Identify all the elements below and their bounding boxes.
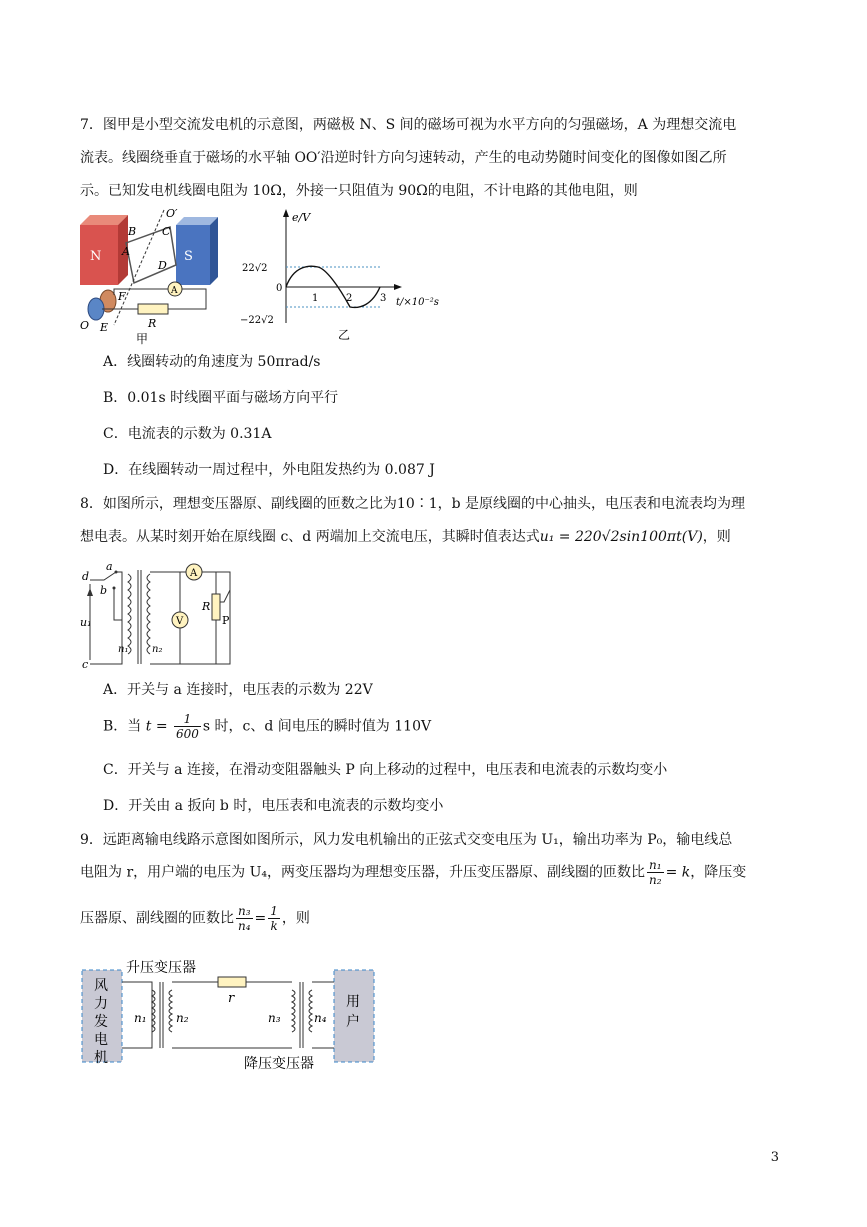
ratio2-value — [268, 904, 280, 933]
q8-line2-text: 想电表。从某时刻开始在原线圈 c、d 两端加上交流电压，其瞬时值表达式 — [80, 529, 540, 545]
x-tick-1: 1 — [312, 293, 319, 304]
fraction-denominator: 600 — [176, 727, 199, 741]
q9-line2 — [80, 858, 746, 892]
fraction-denominator: n₂ — [649, 873, 662, 887]
s-pole-label: S — [184, 249, 193, 264]
label-n2: n₂ — [152, 644, 163, 655]
ratio1-equals: = k — [665, 864, 691, 881]
step-down-label: 降压变压器 — [244, 1056, 314, 1072]
q9-line3-tail: ，则 — [281, 910, 310, 927]
q8-option-b-t: t = — [145, 718, 168, 735]
q8-option-b-fraction — [174, 712, 201, 741]
ratio2-fraction — [236, 904, 253, 933]
label-c: C — [162, 225, 171, 238]
y-max-label: 22√2 — [242, 263, 268, 274]
x-tick-3: 3 — [380, 293, 387, 304]
q8-option-b — [103, 712, 431, 746]
label-n3: n₃ — [268, 1011, 281, 1025]
n-pole-label: N — [90, 249, 102, 264]
transformer-circuit — [78, 560, 248, 672]
label-b: b — [100, 584, 108, 597]
fraction-numerator: n₃ — [238, 904, 251, 918]
q7-option-c: C．电流表的示数为 0.31A — [103, 426, 272, 442]
q7-option-a: A．线圈转动的角速度为 50πrad/s — [103, 354, 321, 370]
label-n1: n₁ — [134, 1011, 147, 1025]
fraction-denominator: n₄ — [238, 919, 251, 933]
fraction-denominator: k — [270, 919, 278, 933]
q9-line3-text: 压器原、副线圈的匝数比 — [80, 910, 234, 927]
o-prime-label: O′ — [166, 207, 178, 220]
label-n4: n₄ — [314, 1011, 327, 1025]
voltmeter-label: V — [176, 616, 184, 627]
generator-label: 风力发电机 — [94, 978, 108, 1066]
emf-graph — [240, 205, 460, 345]
q8-line2-tail: ，则 — [702, 529, 731, 545]
ratio1-fraction — [647, 858, 664, 887]
fraction-numerator: 1 — [270, 904, 278, 918]
page-number: 3 — [770, 1150, 779, 1165]
fig-jia-caption: 甲 — [136, 332, 149, 345]
x-axis-label: t/×10⁻²s — [396, 297, 439, 308]
label-n2: n₂ — [176, 1011, 189, 1025]
fraction-numerator: 1 — [174, 712, 201, 727]
q7-option-b: B．0.01s 时线圈平面与磁场方向平行 — [103, 390, 339, 406]
label-f: F — [118, 290, 126, 303]
q8-option-d: D．开关由 a 扳向 b 时，电压表和电流表的示数均变小 — [103, 798, 444, 814]
q9-line2-text: 电阻为 r，用户端的电压为 U₄，两变压器均为理想变压器，升压变压器原、副线圈的匝数比 — [80, 864, 646, 881]
q8-line2 — [80, 527, 731, 547]
q9-line3 — [80, 904, 310, 938]
line-resistance-label: r — [228, 991, 235, 1006]
transmission-diagram — [78, 956, 378, 1074]
y-axis-label: e/V — [292, 211, 311, 224]
y-min-label: −22√2 — [240, 315, 274, 326]
label-o: O — [80, 319, 90, 332]
q8-option-c: C．开关与 a 连接，在滑动变阻器触头 P 向上移动的过程中，电压表和电流表的示数均变小 — [103, 762, 668, 778]
q8-option-a: A．开关与 a 连接时，电压表的示数为 22V — [103, 682, 373, 698]
q9-line1: 9．远距离输电线路示意图如图所示，风力发电机输出的正弦式交变电压为 U₁，输出功率为 P₀，输电线总 — [80, 832, 733, 848]
q7-line2: 流表。线圈绕垂直于磁场的水平轴 OO′沿逆时针方向匀速转动，产生的电动势随时间变化的图像如图乙所 — [80, 150, 727, 166]
step-up-label: 升压变压器 — [126, 960, 196, 976]
fraction-numerator: n₁ — [649, 858, 662, 872]
fig-yi-caption: 乙 — [338, 328, 351, 342]
ratio2-equals: = — [254, 910, 267, 927]
ammeter-label: A — [190, 568, 198, 579]
q8-option-b-prefix: B．当 — [103, 718, 142, 735]
label-e: E — [100, 321, 109, 334]
label-c: c — [82, 658, 89, 671]
q9-line2-tail: ，降压变 — [690, 864, 747, 881]
label-a: A — [122, 245, 130, 258]
label-b: B — [128, 225, 137, 238]
resistor-label: R — [148, 317, 157, 330]
label-u1: u₁ — [80, 616, 92, 629]
ammeter-label: A — [171, 286, 178, 296]
label-d: D — [158, 259, 167, 272]
q8-option-b-text: s 时，c、d 间电压的瞬时值为 110V — [202, 718, 432, 735]
label-d: d — [82, 570, 90, 583]
label-a: a — [106, 560, 113, 573]
q7-line3: 示。已知发电机线圈电阻为 10Ω，外接一只阻值为 90Ω的电阻，不计电路的其他电阻，则 — [80, 183, 638, 199]
x-tick-2: 2 — [346, 293, 353, 304]
q8-formula: u₁ = 220√2sin100πt(V) — [539, 529, 703, 545]
origin-label: 0 — [276, 283, 283, 294]
label-n1: n₁ — [118, 644, 129, 655]
resistor-label: R — [202, 600, 211, 613]
generator-figure — [78, 205, 223, 345]
q7-line1: 7．图甲是小型交流发电机的示意图，两磁极 N、S 间的磁场可视为水平方向的匀强磁场，A 为理想交流电 — [80, 117, 737, 133]
slider-label: P — [222, 614, 230, 627]
q7-option-d: D．在线圈转动一周过程中，外电阻发热约为 0.087 J — [103, 462, 435, 478]
q8-line1: 8．如图所示，理想变压器原、副线圈的匝数之比为10∶1，b 是原线圈的中心抽头，电压表和电流表均为理 — [80, 496, 746, 512]
user-label: 用户 — [346, 994, 360, 1030]
